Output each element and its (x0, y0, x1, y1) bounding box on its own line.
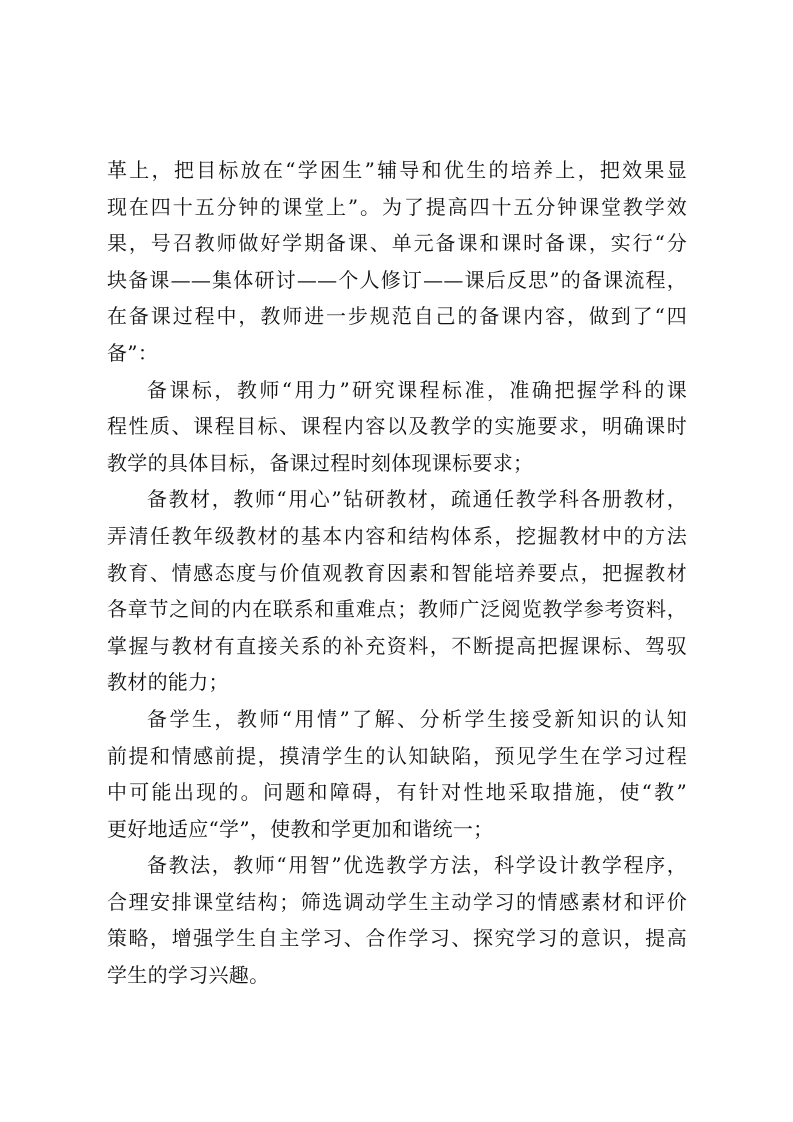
text-line: 在备课过程中，教师进一步规范自己的备课内容，做到了“四 (107, 304, 687, 329)
text-line: 果，号召教师做好学期备课、单元备课和课时备课，实行“分 (107, 231, 687, 256)
text-line: 革上，把目标放在“学困生”辅导和优生的培养上，把效果显 (107, 158, 687, 182)
text-line: 教材的能力； (107, 670, 229, 695)
paragraph-first-line: 备教法，教师“用智”优选教学方法，科学设计教学程序， (147, 853, 687, 878)
body-text (107, 152, 687, 994)
paragraph-first-line: 备课标，教师“用力”研究课程标准，准确把握学科的课 (147, 377, 687, 402)
text-line: 策略，增强学生自主学习、合作学习、探究学习的意识，提高 (107, 926, 687, 951)
text-line: 前提和情感前提，摸清学生的认知缺陷，预见学生在学习过程 (107, 743, 687, 768)
text-line: 块备课——集体研讨——个人修订——课后反思”的备课流程， (107, 267, 687, 292)
text-line: 中可能出现的。问题和障碍，有针对性地采取措施，使“教” (107, 780, 687, 805)
text-line: 掌握与教材有直接关系的补充资料，不断提高把握课标、驾驭 (107, 633, 687, 658)
text-line: 备”： (107, 340, 159, 365)
text-line: 合理安排课堂结构；筛选调动学生主动学习的情感素材和评价 (107, 889, 687, 914)
text-line: 弄清任教年级教材的基本内容和结构体系，挖掘教材中的方法 (107, 523, 687, 548)
text-line: 各章节之间的内在联系和重难点；教师广泛阅览教学参考资料， (107, 597, 687, 622)
paragraph-first-line: 备学生，教师“用情”了解、分析学生接受新知识的认知 (147, 706, 687, 731)
text-line: 教育、情感态度与价值观教育因素和智能培养要点，把握教材 (107, 560, 687, 585)
text-line: 更好地适应“学”，使教和学更加和谐统一； (107, 816, 494, 841)
text-line: 教学的具体目标，备课过程时刻体现课标要求； (107, 450, 534, 475)
text-line: 学生的学习兴趣。 (107, 963, 270, 988)
text-line: 程性质、课程目标、课程内容以及教学的实施要求，明确课时 (107, 414, 687, 439)
text-line: 现在四十五分钟的课堂上”。为了提高四十五分钟课堂教学效 (107, 194, 687, 219)
paragraph-first-line: 备教材，教师“用心”钻研教材，疏通任教学科各册教材， (147, 487, 687, 512)
